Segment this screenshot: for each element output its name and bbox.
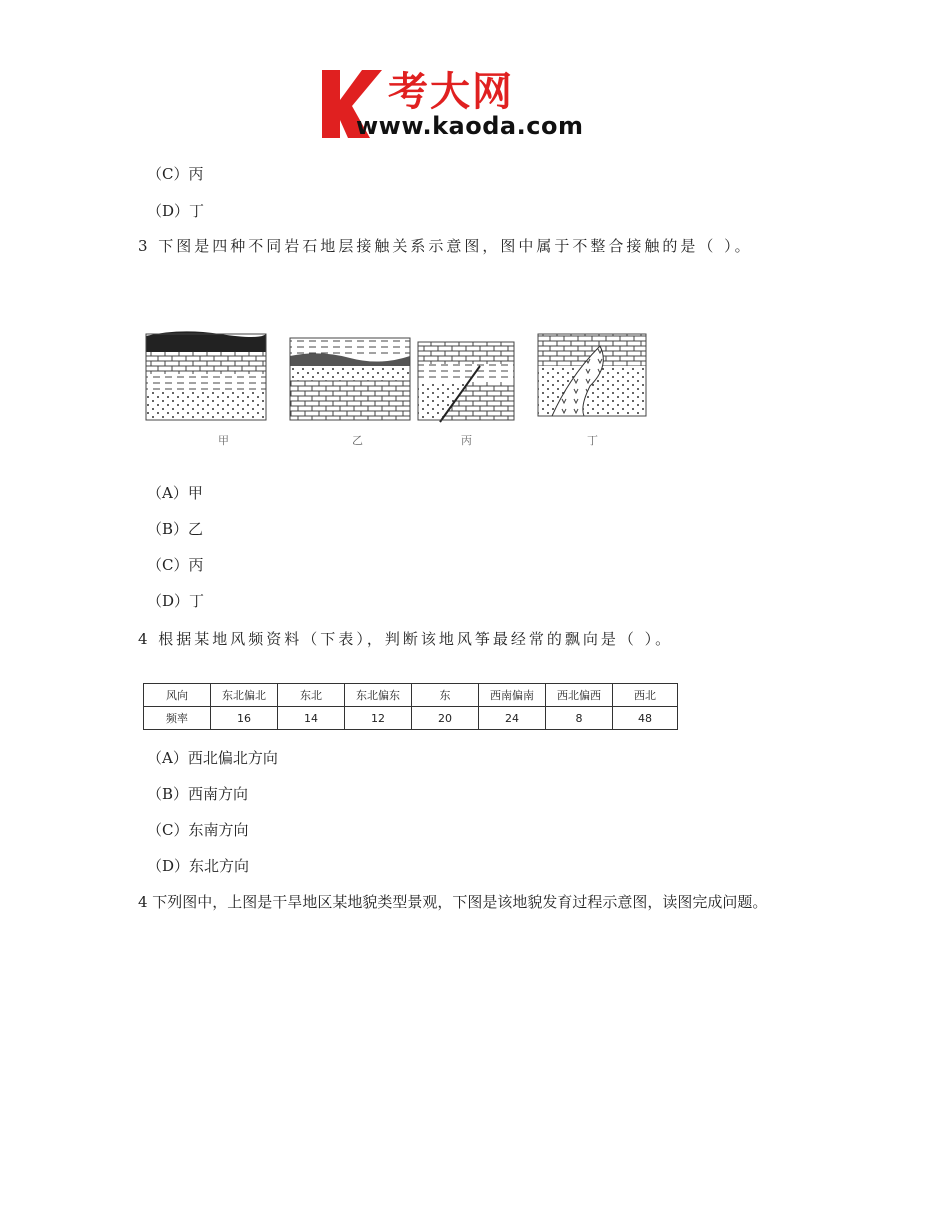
figure-label-jia: 甲 <box>218 434 229 447</box>
table-row <box>144 707 678 730</box>
table-cell: 东北偏东 <box>345 684 412 707</box>
table-cell: 西北偏西 <box>546 684 613 707</box>
table-cell: 20 <box>412 707 479 730</box>
table-cell: 西南偏南 <box>479 684 546 707</box>
table-cell: 14 <box>278 707 345 730</box>
table-cell: 东北 <box>278 684 345 707</box>
q4-option-b: （B）西南方向 <box>147 785 249 803</box>
q3-option-a: （A）甲 <box>147 484 203 502</box>
table-cell: 东北偏北 <box>211 684 278 707</box>
table-cell: 12 <box>345 707 412 730</box>
diagram-yi <box>290 338 410 420</box>
q2-option-d: （D）丁 <box>147 202 205 220</box>
table-header-label: 风向 <box>144 684 211 707</box>
diagram-jia <box>146 331 266 420</box>
table-cell: 东 <box>412 684 479 707</box>
q4-stem: 4 根据某地风频资料（下表），判断该地风筝最经常的飘向是（ ）。 <box>138 630 674 648</box>
diagram-bing <box>418 342 514 422</box>
table-header-label: 频率 <box>144 707 211 730</box>
wind-frequency-table <box>143 683 678 730</box>
q4-option-a: （A）西北偏北方向 <box>147 749 278 767</box>
table-cell: 16 <box>211 707 278 730</box>
q2-option-c: （C）丙 <box>147 165 204 183</box>
table-row <box>144 684 678 707</box>
logo-name: 考大网 <box>388 69 514 115</box>
logo-url: www.kaoda.com <box>356 112 584 140</box>
q5-stem: 4 下列图中，上图是干旱地区某地貌类型景观，下图是该地貌发育过程示意图，读图完成问题。 <box>138 893 768 911</box>
rock-strata-figure <box>140 326 660 450</box>
figure-label-bing: 丙 <box>461 434 472 447</box>
table-cell: 8 <box>546 707 613 730</box>
figure-label-yi: 乙 <box>352 434 363 447</box>
q4-option-d: （D）东北方向 <box>147 857 250 875</box>
kaoda-logo <box>318 58 638 144</box>
figure-label-ding: 丁 <box>587 434 598 447</box>
table-cell: 西北 <box>613 684 678 707</box>
rock-contact-diagrams <box>140 326 660 450</box>
q3-option-d: （D）丁 <box>147 592 205 610</box>
q3-option-b: （B）乙 <box>147 520 204 538</box>
table-cell: 24 <box>479 707 546 730</box>
table-cell: 48 <box>613 707 678 730</box>
q3-stem: 3 下图是四种不同岩石地层接触关系示意图，图中属于不整合接触的是（ ）。 <box>138 237 753 255</box>
diagram-ding <box>538 334 646 416</box>
q4-option-c: （C）东南方向 <box>147 821 249 839</box>
q3-option-c: （C）丙 <box>147 556 204 574</box>
